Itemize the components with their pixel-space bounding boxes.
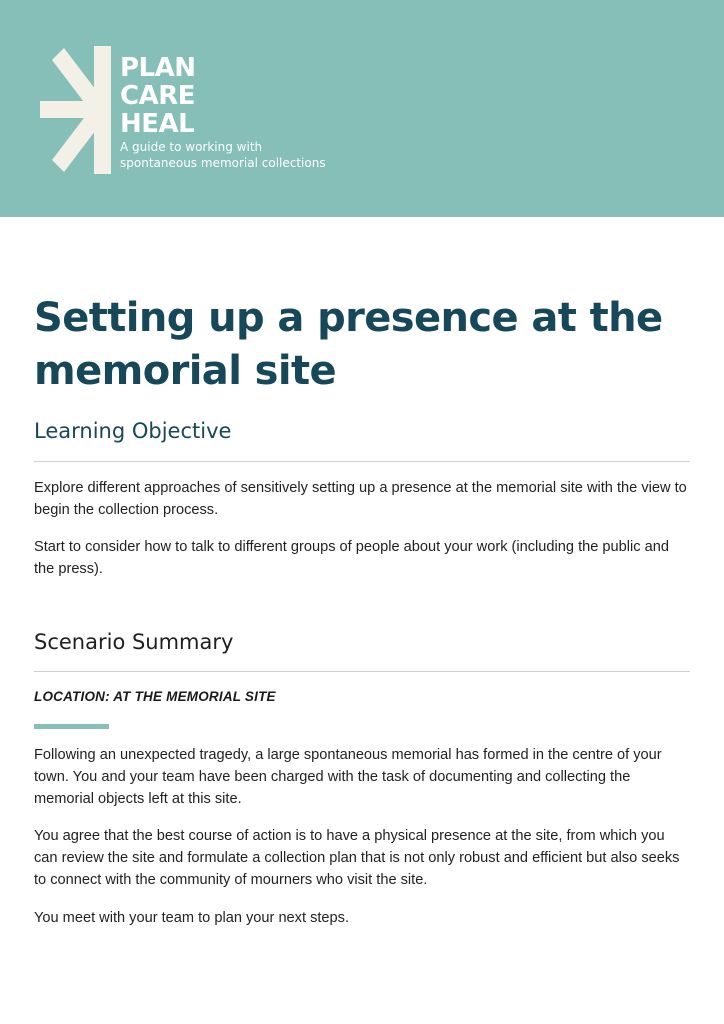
logo-word-plan: PLAN: [120, 53, 196, 83]
logo-tagline: [120, 139, 326, 171]
learning-objective-paragraph-1: Explore different approaches of sensitively setting up a presence at the memorial site with the view to begin the collection process.: [34, 480, 687, 518]
scenario-paragraph-1: Following an unexpected tragedy, a large spontaneous memorial has formed in the centre of your town. You and your team have been charged with the task of documenting and collecting the memorial objects left at this site.: [34, 747, 662, 807]
learning-objective-heading: Learning Objective: [34, 419, 232, 443]
section-divider: [34, 671, 690, 672]
logo-word-heal: HEAL: [120, 109, 195, 139]
asterisk-arrow-logo-icon: [40, 46, 112, 174]
page-title-line-1: Setting up a presence at the: [34, 295, 663, 341]
page-title: [34, 292, 690, 398]
logo-tagline-line-1: A guide to working with: [120, 140, 263, 154]
page-title-line-2: memorial site: [34, 348, 337, 394]
logo-tagline-line-2: spontaneous memorial collections: [120, 156, 326, 170]
scenario-summary-heading: Scenario Summary: [34, 630, 234, 654]
logo-wordmark: [120, 54, 196, 138]
header-banner: [0, 0, 724, 217]
section-divider: [34, 461, 690, 462]
location-label: LOCATION: AT THE MEMORIAL SITE: [34, 689, 276, 704]
scenario-paragraph-2: You agree that the best course of action is to have a physical presence at the site, from which you can review the site and formulate a collection plan that is not only robust and efficient but also seeks to connect with the community of mourners who visit the site.: [34, 828, 680, 888]
scenario-paragraph-3: You meet with your team to plan your next steps.: [34, 910, 350, 926]
accent-bar: [34, 724, 109, 729]
learning-objective-paragraph-2: Start to consider how to talk to different groups of people about your work (including the public and the press).: [34, 539, 669, 577]
logo-word-care: CARE: [120, 81, 195, 111]
